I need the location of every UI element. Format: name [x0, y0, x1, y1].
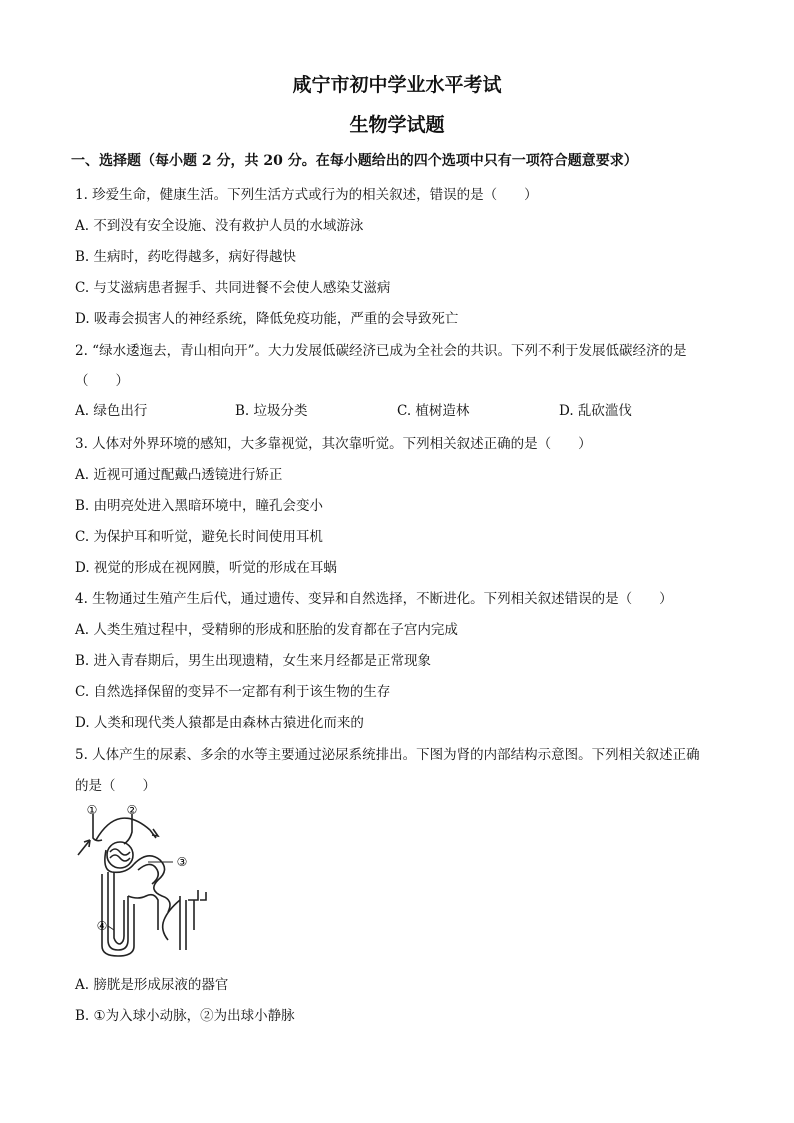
- question-4-option-c: C. 自然选择保留的变异不一定都有利于该生物的生存: [75, 684, 391, 700]
- question-5-stem: 5. 人体产生的尿素、多余的水等主要通过泌尿系统排出。下图为肾的内部结构示意图。下列相关叙述正确: [75, 747, 700, 763]
- question-1-option-b: B. 生病时，药吃得越多，病好得越快: [75, 249, 297, 265]
- question-4-stem: 4. 生物通过生殖产生后代，通过遗传、变异和自然选择，不断进化。下列相关叙述错误的是（ ）: [75, 591, 673, 607]
- question-4-option-a: A. 人类生殖过程中，受精卵的形成和胚胎的发育都在子宫内完成: [75, 622, 458, 638]
- exam-subtitle: 生物学试题: [349, 114, 445, 136]
- question-2-option-c: C. 植树造林: [397, 403, 470, 419]
- question-2-stem-cont: （ ）: [75, 373, 129, 389]
- question-4-option-b: B. 进入青春期后，男生出现遗精，女生来月经都是正常现象: [75, 653, 432, 669]
- question-1-option-d: D. 吸毒会损害人的神经系统，降低免疫功能，严重的会导致死亡: [75, 311, 459, 327]
- question-2-option-b: B. 垃圾分类: [235, 403, 308, 419]
- question-3-stem: 3. 人体对外界环境的感知，大多靠视觉，其次靠听觉。下列相关叙述正确的是（ ）: [75, 436, 592, 452]
- exam-title: 咸宁市初中学业水平考试: [292, 74, 502, 96]
- question-1-stem: 1. 珍爱生命，健康生活。下列生活方式或行为的相关叙述，错误的是（ ）: [75, 187, 538, 203]
- diagram-label-2: ②: [126, 803, 138, 817]
- diagram-label-1: ①: [86, 803, 98, 817]
- question-3-option-c: C. 为保护耳和听觉，避免长时间使用耳机: [75, 529, 323, 545]
- question-2-option-a: A. 绿色出行: [75, 403, 148, 419]
- question-2-option-d: D. 乱砍滥伐: [559, 403, 632, 419]
- question-2-stem: 2. “绿水逶迤去，青山相向开”。大力发展低碳经济已成为全社会的共识。下列不利于发展低碳经济的是: [75, 343, 687, 359]
- question-5-option-b: B. ①为入球小动脉，②为出球小静脉: [75, 1008, 295, 1024]
- question-3-option-a: A. 近视可通过配戴凸透镜进行矫正: [75, 467, 283, 483]
- question-4-option-d: D. 人类和现代类人猿都是由森林古猿进化而来的: [75, 715, 364, 731]
- question-1-option-a: A. 不到没有安全设施、没有救护人员的水域游泳: [75, 218, 364, 234]
- question-1-option-c: C. 与艾滋病患者握手、共同进餐不会使人感染艾滋病: [75, 280, 391, 296]
- question-5-option-a: A. 膀胱是形成尿液的器官: [75, 977, 229, 993]
- question-3-option-d: D. 视觉的形成在视网膜，听觉的形成在耳蜗: [75, 560, 337, 576]
- nephron-diagram: [68, 800, 218, 960]
- question-3-option-b: B. 由明亮处进入黑暗环境中，瞳孔会变小: [75, 498, 324, 514]
- diagram-label-3: ③: [176, 855, 188, 869]
- diagram-label-4: ④: [96, 919, 108, 933]
- question-5-stem-cont: 的是（ ）: [75, 778, 156, 794]
- section-heading: 一、选择题（每小题 2 分，共 20 分。在每小题给出的四个选项中只有一项符合题意要求）: [71, 153, 638, 169]
